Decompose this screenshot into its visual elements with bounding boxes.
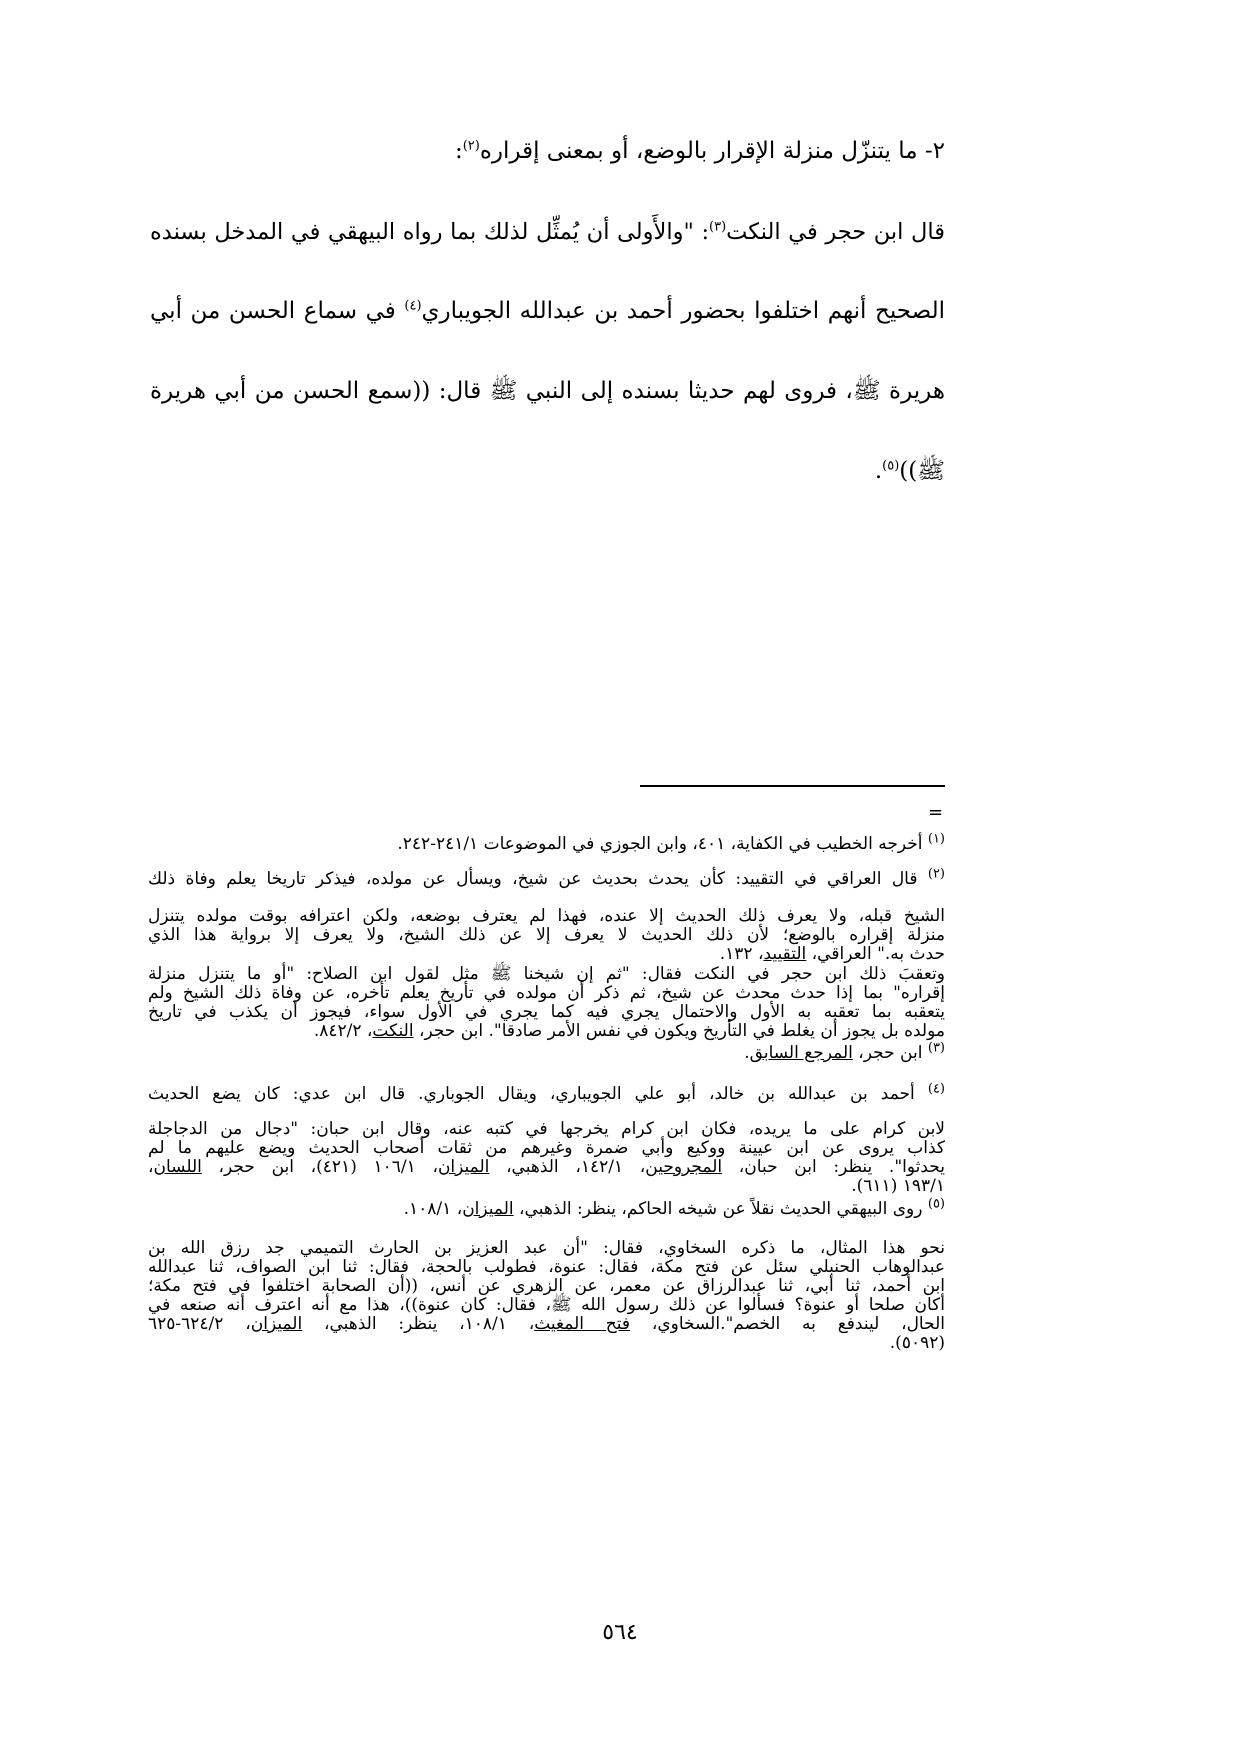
footnote-text: منزلة إقراره بالوضع؛ لأن ذلك الحديث لا يعرف إلا عن ذلك الشيخ، ولا يعرف إلا برواية هذا الذي [148, 925, 945, 945]
page-number: ٥٦٤ [602, 1620, 638, 1645]
footnote-5-line [148, 1296, 945, 1315]
footnote-text: أخرجه الخطيب في الكفاية، ٤٠١، وابن الجوزي في الموضوعات ٢٤١/١-٢٤٢. [397, 834, 928, 854]
footnote-text: ، [148, 1157, 154, 1177]
footnote-text: كذاب يروى عن ابن عيينة ووكيع وأبي ضمرة وغيرهم من ثقات أصحاب الحديث ويضع عليهم ما لم [148, 1138, 945, 1158]
citation-title: النكت [372, 1021, 414, 1041]
footnote-5-line [148, 1239, 945, 1258]
footnote-5 [148, 1196, 945, 1219]
footnote-text: لابن كرام على ما يريده، فكان ابن كرام يخرجها في كتبه عنه، وقال ابن حبان: "دجال من الدجاجلة [148, 1119, 945, 1139]
text-run: : "والأَولى أن يُمثِّل لذلك بما رواه البيهقي في المدخل بسنده [150, 219, 710, 245]
footnote-number: (٤) [927, 1081, 945, 1097]
footnote-text: ، ١٠٨/١، ينظر: الذهبي، [302, 1314, 535, 1334]
footnote-text: إقراره" بما إذا حدث محدث عن شيخ، ثم ذكر أن مولده في تأريخ يعلم تأخره، عن وفاة ذلك الشيخ ولم [148, 983, 945, 1003]
footnote-number: (٢) [927, 866, 945, 882]
citation-title: الميزان [250, 1314, 303, 1334]
heading-text: ٢- ما يتنزّل منزلة الإقرار بالوضع، أو بمعنى إقراره [479, 138, 945, 164]
footnote-text: أحمد بن عبدالله بن خالد، أبو علي الجويباري، ويقال الجوباري. قال ابن عدي: كان يضع الحديث [148, 1084, 928, 1104]
footnote-text: ، ٨٤٢/٢. [313, 1021, 373, 1041]
text-run: . [874, 458, 883, 484]
footnote-text: عبدالوهاب الحنبلي سئل عن فتح مكة، فقال: عنوة، فطولب بالحجة، فقال: ثنا ابن الصواف، ثنا عبدالله [148, 1257, 945, 1277]
footnote-text: يحدثوا". ينظر: ابن حبان، [722, 1157, 946, 1177]
citation-title: اللسان [153, 1157, 202, 1177]
footnote-continuation-mark: = [928, 802, 944, 823]
footnote-text: ١٩٣/١ (٦١١). [851, 1176, 945, 1196]
footnote-5-line [148, 1315, 945, 1334]
citation-title: المرجع السابق [749, 1043, 853, 1063]
footnote-4-line [148, 1158, 945, 1177]
footnote-2-line [148, 965, 945, 984]
paragraph-line [150, 300, 945, 323]
footnote-4-line [148, 1177, 945, 1196]
footnote-text: نحو هذا المثال، ما ذكره السخاوي، فقال: "أن عبد العزيز بن الحارث التميمي جد رزق الله بن [148, 1238, 945, 1258]
footnote-text: . [744, 1043, 750, 1063]
footnote-3 [148, 1040, 945, 1063]
footnote-text: ، ١٣٢. [719, 944, 764, 964]
footnote-ref: (٢) [462, 138, 480, 154]
footnote-text: الشيخ قبله، ولا يعرف ذلك الحديث إلا عنده، فهذا لم يعترف بوضعه، ولكن اعترافه بوقت مولده يتنزل [148, 906, 945, 926]
footnote-ref: (٣) [709, 219, 727, 235]
footnote-4-line [148, 1139, 945, 1158]
footnote-2-line [148, 907, 945, 926]
text-run: في سماع الحسن من أبي [150, 298, 405, 324]
text-run: ﷺ)) [899, 458, 945, 484]
paragraph-line [150, 221, 945, 244]
footnote-2-line [148, 1003, 945, 1022]
footnote-text: ، ١٠٨/١. [403, 1199, 463, 1219]
footnote-2-line [148, 984, 945, 1003]
text-run: قال ابن حجر في النكت [726, 219, 945, 245]
footnote-separator [640, 785, 945, 787]
footnote-number: (٥) [927, 1196, 945, 1212]
footnote-text: (٥٠٩٢). [889, 1333, 945, 1353]
footnote-4-line [148, 1120, 945, 1139]
citation-title: فتح المغيث [534, 1314, 631, 1334]
footnote-text: قال العراقي في التقييد: كأن يحدث بحديث عن شيخ، ويسأل عن مولده، فيذكر تاريخا يعلم وفاة ذلك [148, 869, 928, 889]
footnote-text: مولده بل يجوز أن يغلط في التأريخ ويكون في نفس الأمر صادقا". ابن حجر، [413, 1021, 945, 1041]
footnote-text: ، ١٤٢/١، الذهبي، [489, 1157, 646, 1177]
footnote-ref: (٥) [882, 458, 900, 474]
footnote-5-line [148, 1277, 945, 1296]
footnote-number: (٣) [927, 1040, 945, 1056]
footnote-text: ، ١٠٦/١ (٤٢١)، ابن حجر، [201, 1157, 438, 1177]
footnote-text: حدث به." العراقي، [806, 944, 945, 964]
footnote-text: ابن حجر، [852, 1043, 928, 1063]
text-run: هريرة ﷺ، فروى لهم حديثا بسنده إلى النبي ﷺ قال: ((سمع الحسن من أبي هريرة [150, 378, 945, 404]
footnote-text: الحال، ليندفع به الخصم".السخاوي، [630, 1314, 945, 1334]
footnote-2-line [148, 926, 945, 945]
footnote-text: أكان صلحا أو عنوة؟ فسألوا عن ذلك رسول الله ﷺ، فقال: كان عنوة))، هذا مع أنه اعترف أنه صنعه في [148, 1295, 945, 1315]
heading-colon: : [454, 138, 463, 164]
footnote-text: يتعقبه بما تعقبه به الأول والاحتمال يجري فيه كما يجري في الأول سواء، فيجوز أن يكذب في تاريخ [148, 1002, 945, 1022]
citation-title: التقييد [763, 944, 807, 964]
paragraph-line [875, 460, 945, 483]
footnote-5-line [148, 1258, 945, 1277]
footnote-ref: (٤) [404, 298, 422, 314]
footnote-text: روى البيهقي الحديث نقلاً عن شيخه الحاكم، ينظر: الذهبي، [513, 1199, 928, 1219]
footnote-5-line [148, 1334, 945, 1353]
footnote-number: (١) [927, 831, 945, 847]
footnote-text: وتعقبَ ذلك ابن حجر في النكت فقال: "ثم إن شيخنا ﷺ مثل لقول ابن الصلاح: "أو ما يتنزل منزلة [148, 964, 945, 984]
footnote-2-line [148, 1022, 945, 1041]
section-heading [455, 140, 945, 163]
citation-title: الميزان [462, 1199, 514, 1219]
citation-title: المجروحين [645, 1157, 723, 1177]
footnote-2-line [148, 945, 945, 964]
paragraph-line [150, 380, 945, 403]
footnote-text: ، ٦٢٤/٢-٦٢٥ [148, 1314, 251, 1334]
footnote-2-line [148, 866, 945, 889]
footnote-text: ابن أحمد، ثنا أبي، ثنا عبدالرزاق عن معمر، عن الزهري عن أنس، ((أن الصحابة اختلفوا في فتح مكة؛ [148, 1276, 945, 1296]
footnote-4-line [148, 1081, 945, 1104]
footnote-1 [148, 831, 945, 854]
citation-title: الميزان [437, 1157, 490, 1177]
text-run: الصحيح أنهم اختلفوا بحضور أحمد بن عبدالله الجويباري [421, 298, 945, 324]
